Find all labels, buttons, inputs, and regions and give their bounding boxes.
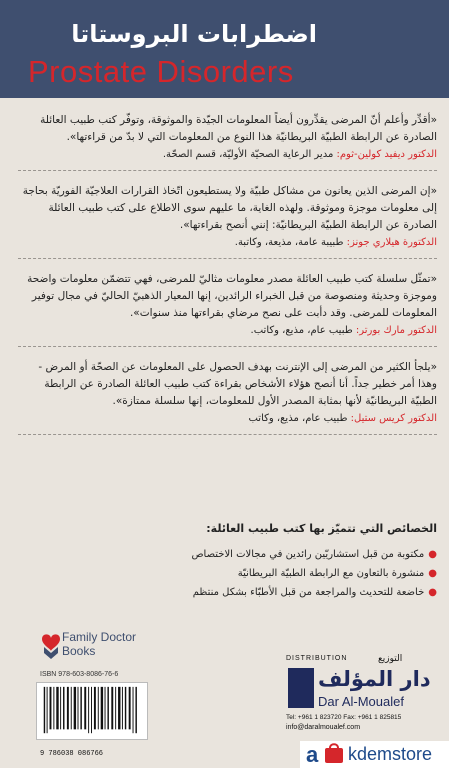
publisher-name-arabic: دار المؤلف bbox=[318, 667, 431, 691]
publisher-logo-icon bbox=[288, 668, 314, 708]
author-name: الدكتور مارك بورتر: bbox=[355, 325, 437, 336]
series-logo-text bbox=[62, 630, 136, 658]
testimonial-author bbox=[18, 325, 437, 336]
barcode-number: 9 786038 086766 bbox=[40, 750, 104, 758]
testimonial-quote: «إن المرضى الذين يعانون من مشاكل طبيّة ولا يستطيعون اتّخاذ القرارات العلاجيّة الفوريّة بحاجة إلى معلومات موجزة وموثوقة. ولهذه الغاية، ما عليهم سوى الاطلاع على كتب طبيب العائلة الصادرة عن الرابطة الطبيّة البريطانيّة: إنني أنصح بقراءتها». bbox=[22, 185, 437, 231]
divider bbox=[18, 170, 437, 171]
divider bbox=[18, 434, 437, 435]
features-title: الخصائص التي تتميّز بها كتب طبيب العائلة: bbox=[206, 522, 437, 535]
author-role: مدير الرعاية الصحيّة الأوليّة، قسم الصحّة. bbox=[162, 149, 334, 160]
testimonial-author bbox=[18, 237, 437, 248]
testimonial bbox=[18, 183, 437, 248]
author-role: طبيب عام، مذيع، وكاتب bbox=[248, 413, 348, 424]
feature-item bbox=[137, 564, 437, 583]
watermark-prefix: a bbox=[306, 742, 319, 767]
testimonial-author bbox=[18, 149, 437, 160]
testimonial-author bbox=[18, 413, 437, 424]
shopping-bag-icon bbox=[323, 742, 345, 764]
watermark-text: kdemstore bbox=[348, 744, 433, 764]
barcode bbox=[36, 682, 148, 740]
author-name: الدكتورة هيلاري جونز: bbox=[346, 237, 437, 248]
testimonials bbox=[18, 112, 437, 447]
bullet-icon: ● bbox=[428, 568, 437, 579]
isbn-label: ISBN 978-603-8086-76-6 bbox=[40, 671, 119, 678]
series-name-line2: Books bbox=[62, 644, 96, 658]
title-arabic: اضطرابات البروستاتا bbox=[71, 20, 317, 48]
feature-item bbox=[137, 583, 437, 602]
testimonial bbox=[18, 271, 437, 336]
feature-text: خاضعة للتحديث والمراجعة من قبل الأطبّاء بشكل منتظم bbox=[192, 587, 425, 598]
features-list bbox=[137, 545, 437, 602]
feature-text: مكتوبة من قبل استشاريّين رائدين في مجالات الاختصاص bbox=[191, 549, 425, 560]
divider bbox=[18, 258, 437, 259]
bullet-icon: ● bbox=[428, 549, 437, 560]
distribution-label: DISTRIBUTION bbox=[286, 655, 348, 662]
series-name-line1: Family Doctor bbox=[62, 630, 137, 644]
testimonial-quote: «تمثّل سلسلة كتب طبيب العائلة مصدر معلومات مثاليّ للمرضى، فهي تتضمّن معلومات واضحة وموجزة وحديثة ومنصوصة من قبل الخبراء الرائدين، إنها المعيار الذهبيّ الحاليّ في مجال توفير المعلومات للمرضى. وقد دأبت على نصح مرضاي بقراءتها منذ سنوات». bbox=[27, 273, 437, 319]
testimonial bbox=[18, 112, 437, 160]
author-name: الدكتور كريس ستيل: bbox=[350, 413, 437, 424]
bullet-icon: ● bbox=[428, 587, 437, 598]
testimonial-quote: «يلجأ الكثير من المرضى إلى الإنترنت بهدف الحصول على المعلومات عن الصحّة أو المرض - وهذا أمر خطير جداً. أنا أنصح هؤلاء الأشخاص بقراءة كتب طبيب العائلة الصادرة عن الرابطة الطبيّة البريطانيّة لأنها بمثابة المصدر الأول للمعلومات، إنها سلسلة ممتازة». bbox=[38, 361, 437, 407]
publisher-name-english: Dar Al-Moualef bbox=[318, 694, 404, 709]
title-english: Prostate Disorders bbox=[28, 54, 294, 89]
feature-item bbox=[137, 545, 437, 564]
distribution-label-arabic: التوزيع bbox=[378, 654, 403, 664]
testimonial bbox=[18, 359, 437, 424]
author-role: طبيب عام، مذيع، وكاتب. bbox=[250, 325, 353, 336]
feature-text: منشورة بالتعاون مع الرابطة الطبيّة البريطانيّة bbox=[237, 568, 425, 579]
testimonial-quote: «أقدِّر وأعلم أنّ المرضى يقدِّرون أيضاً المعلومات الجيّدة والموثوقة، وتوفّر كتب طبيب العائلة الصادرة عن الرابطة الطبيّة البريطانيّة هذا النوع من المعلومات التي لا بدّ من قراءتها». bbox=[40, 114, 437, 143]
author-role: طبيبة عامة، مذيعة، وكاتبة. bbox=[234, 237, 344, 248]
publisher-email: info@daralmoualef.com bbox=[286, 724, 361, 731]
author-name: الدكتور ديفيد كولين-ثوم: bbox=[336, 149, 437, 160]
publisher-phone: Tel: +961 1 823720 Fax: +961 1 825815 bbox=[286, 714, 402, 721]
divider bbox=[18, 346, 437, 347]
